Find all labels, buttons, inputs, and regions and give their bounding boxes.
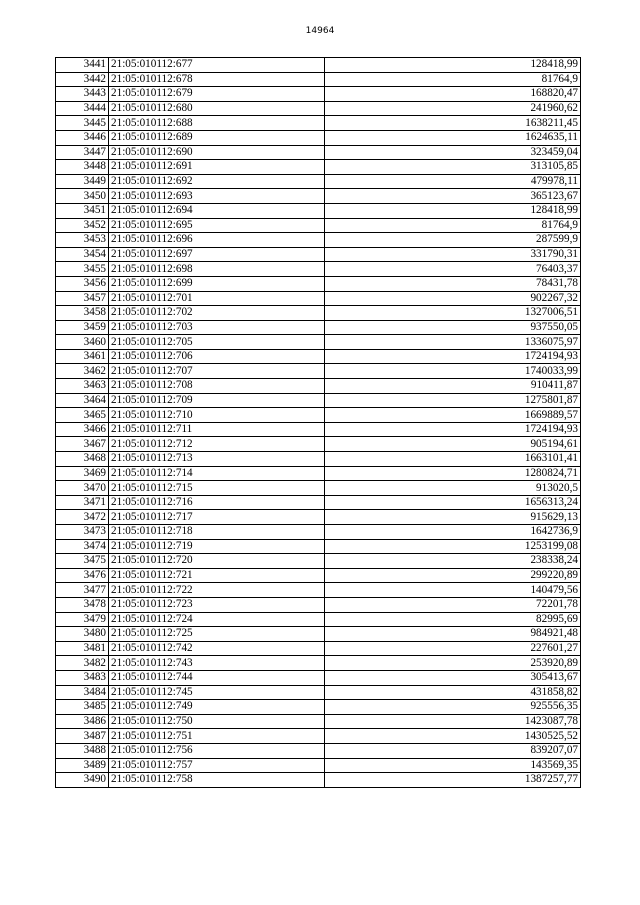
row-number: 3454	[56, 247, 109, 262]
cadastral-value: 1387257,77	[325, 773, 581, 788]
cadastral-number: 21:05:010112:678	[109, 72, 325, 87]
cadastral-value: 128418,99	[325, 58, 581, 73]
table-row	[56, 364, 581, 379]
row-number: 3482	[56, 656, 109, 671]
cadastral-value: 81764,9	[325, 72, 581, 87]
table-row	[56, 58, 581, 73]
table-row	[56, 218, 581, 233]
cadastral-number: 21:05:010112:693	[109, 189, 325, 204]
row-number: 3459	[56, 320, 109, 335]
row-number: 3465	[56, 408, 109, 423]
row-number: 3473	[56, 525, 109, 540]
cadastral-value: 323459,04	[325, 145, 581, 160]
table-row	[56, 700, 581, 715]
cadastral-value: 238338,24	[325, 554, 581, 569]
row-number: 3442	[56, 72, 109, 87]
cadastral-value: 913020,5	[325, 481, 581, 496]
cadastral-value: 1280824,71	[325, 466, 581, 481]
cadastral-value: 313105,85	[325, 160, 581, 175]
table-row	[56, 641, 581, 656]
cadastral-number: 21:05:010112:694	[109, 203, 325, 218]
cadastral-value: 1423087,78	[325, 714, 581, 729]
row-number: 3452	[56, 218, 109, 233]
cadastral-number: 21:05:010112:716	[109, 495, 325, 510]
row-number: 3443	[56, 87, 109, 102]
row-number: 3446	[56, 130, 109, 145]
table-row	[56, 87, 581, 102]
table-row	[56, 130, 581, 145]
table-row	[56, 306, 581, 321]
table-row	[56, 189, 581, 204]
row-number: 3489	[56, 758, 109, 773]
cadastral-value: 902267,32	[325, 291, 581, 306]
cadastral-number: 21:05:010112:718	[109, 525, 325, 540]
cadastral-value: 241960,62	[325, 101, 581, 116]
cadastral-number: 21:05:010112:713	[109, 452, 325, 467]
table-row	[56, 539, 581, 554]
cadastral-value: 1669889,57	[325, 408, 581, 423]
table-row	[56, 291, 581, 306]
cadastral-value: 253920,89	[325, 656, 581, 671]
row-number: 3464	[56, 393, 109, 408]
table-row	[56, 714, 581, 729]
cadastral-number: 21:05:010112:751	[109, 729, 325, 744]
cadastral-value: 1724194,93	[325, 349, 581, 364]
cadastral-value: 1624635,11	[325, 130, 581, 145]
row-number: 3484	[56, 685, 109, 700]
row-number: 3461	[56, 349, 109, 364]
cadastral-value: 1740033,99	[325, 364, 581, 379]
table-row	[56, 422, 581, 437]
table-row	[56, 233, 581, 248]
cadastral-number: 21:05:010112:706	[109, 349, 325, 364]
row-number: 3451	[56, 203, 109, 218]
table-row	[56, 627, 581, 642]
cadastral-number: 21:05:010112:757	[109, 758, 325, 773]
cadastral-number: 21:05:010112:724	[109, 612, 325, 627]
row-number: 3449	[56, 174, 109, 189]
table-row	[56, 729, 581, 744]
cadastral-number: 21:05:010112:695	[109, 218, 325, 233]
cadastral-number: 21:05:010112:745	[109, 685, 325, 700]
cadastral-value: 1430525,52	[325, 729, 581, 744]
cadastral-number: 21:05:010112:696	[109, 233, 325, 248]
table-row	[56, 685, 581, 700]
cadastral-value: 925556,35	[325, 700, 581, 715]
cadastral-number: 21:05:010112:702	[109, 306, 325, 321]
cadastral-number: 21:05:010112:742	[109, 641, 325, 656]
cadastral-value: 1724194,93	[325, 422, 581, 437]
row-number: 3479	[56, 612, 109, 627]
cadastral-value: 82995,69	[325, 612, 581, 627]
cadastral-value: 915629,13	[325, 510, 581, 525]
cadastral-value: 81764,9	[325, 218, 581, 233]
cadastral-value: 331790,31	[325, 247, 581, 262]
cadastral-value: 479978,11	[325, 174, 581, 189]
cadastral-value: 287599,9	[325, 233, 581, 248]
row-number: 3470	[56, 481, 109, 496]
cadastral-number: 21:05:010112:715	[109, 481, 325, 496]
table-row	[56, 145, 581, 160]
row-number: 3490	[56, 773, 109, 788]
cadastral-value: 1656313,24	[325, 495, 581, 510]
row-number: 3481	[56, 641, 109, 656]
cadastral-number: 21:05:010112:709	[109, 393, 325, 408]
table-row	[56, 72, 581, 87]
cadastral-number: 21:05:010112:677	[109, 58, 325, 73]
cadastral-number: 21:05:010112:717	[109, 510, 325, 525]
row-number: 3444	[56, 101, 109, 116]
cadastral-value: 76403,37	[325, 262, 581, 277]
cadastral-value: 168820,47	[325, 87, 581, 102]
cadastral-value: 140479,56	[325, 583, 581, 598]
cadastral-number: 21:05:010112:750	[109, 714, 325, 729]
cadastral-value: 143569,35	[325, 758, 581, 773]
table-row	[56, 452, 581, 467]
cadastral-number: 21:05:010112:712	[109, 437, 325, 452]
cadastral-number: 21:05:010112:705	[109, 335, 325, 350]
cadastral-value: 937550,05	[325, 320, 581, 335]
row-number: 3469	[56, 466, 109, 481]
table-row	[56, 320, 581, 335]
table-row	[56, 174, 581, 189]
row-number: 3488	[56, 743, 109, 758]
cadastral-value: 1638211,45	[325, 116, 581, 131]
cadastral-value: 1336075,97	[325, 335, 581, 350]
cadastral-number: 21:05:010112:708	[109, 379, 325, 394]
row-number: 3471	[56, 495, 109, 510]
table-row	[56, 656, 581, 671]
table-row	[56, 612, 581, 627]
row-number: 3450	[56, 189, 109, 204]
row-number: 3486	[56, 714, 109, 729]
table-row	[56, 203, 581, 218]
cadastral-value: 1253199,08	[325, 539, 581, 554]
cadastral-number: 21:05:010112:691	[109, 160, 325, 175]
cadastral-value: 227601,27	[325, 641, 581, 656]
table-row	[56, 597, 581, 612]
row-number: 3485	[56, 700, 109, 715]
cadastral-number: 21:05:010112:690	[109, 145, 325, 160]
table-row	[56, 160, 581, 175]
page-number: 14964	[305, 26, 335, 36]
cadastral-value: 1663101,41	[325, 452, 581, 467]
cadastral-number: 21:05:010112:714	[109, 466, 325, 481]
cadastral-number: 21:05:010112:701	[109, 291, 325, 306]
cadastral-number: 21:05:010112:699	[109, 276, 325, 291]
table-body	[56, 58, 581, 788]
table-row	[56, 670, 581, 685]
cadastral-number: 21:05:010112:692	[109, 174, 325, 189]
cadastral-value: 1327006,51	[325, 306, 581, 321]
table-row	[56, 773, 581, 788]
row-number: 3487	[56, 729, 109, 744]
cadastral-value: 78431,78	[325, 276, 581, 291]
table-row	[56, 437, 581, 452]
table-row	[56, 262, 581, 277]
table-row	[56, 495, 581, 510]
cadastral-number: 21:05:010112:722	[109, 583, 325, 598]
cadastral-number: 21:05:010112:680	[109, 101, 325, 116]
cadastral-number: 21:05:010112:758	[109, 773, 325, 788]
row-number: 3468	[56, 452, 109, 467]
row-number: 3462	[56, 364, 109, 379]
row-number: 3480	[56, 627, 109, 642]
cadastral-number: 21:05:010112:698	[109, 262, 325, 277]
row-number: 3477	[56, 583, 109, 598]
cadastral-value: 365123,67	[325, 189, 581, 204]
table-row	[56, 510, 581, 525]
cadastral-number: 21:05:010112:756	[109, 743, 325, 758]
row-number: 3472	[56, 510, 109, 525]
table-row	[56, 466, 581, 481]
table-row	[56, 393, 581, 408]
table-row	[56, 758, 581, 773]
table-row	[56, 743, 581, 758]
row-number: 3474	[56, 539, 109, 554]
cadastral-value: 839207,07	[325, 743, 581, 758]
table-row	[56, 101, 581, 116]
cadastral-number: 21:05:010112:688	[109, 116, 325, 131]
cadastral-value: 910411,87	[325, 379, 581, 394]
cadastral-value: 305413,67	[325, 670, 581, 685]
row-number: 3478	[56, 597, 109, 612]
row-number: 3463	[56, 379, 109, 394]
cadastral-number: 21:05:010112:697	[109, 247, 325, 262]
cadastral-number: 21:05:010112:707	[109, 364, 325, 379]
row-number: 3456	[56, 276, 109, 291]
row-number: 3467	[56, 437, 109, 452]
table-row	[56, 525, 581, 540]
cadastral-value: 984921,48	[325, 627, 581, 642]
table-row	[56, 568, 581, 583]
row-number: 3458	[56, 306, 109, 321]
cadastral-number: 21:05:010112:719	[109, 539, 325, 554]
table-row	[56, 116, 581, 131]
row-number: 3483	[56, 670, 109, 685]
row-number: 3445	[56, 116, 109, 131]
row-number: 3476	[56, 568, 109, 583]
table-row	[56, 349, 581, 364]
cadastral-number: 21:05:010112:703	[109, 320, 325, 335]
table-row	[56, 379, 581, 394]
row-number: 3447	[56, 145, 109, 160]
cadastral-value: 905194,61	[325, 437, 581, 452]
cadastral-number: 21:05:010112:679	[109, 87, 325, 102]
table-row	[56, 247, 581, 262]
row-number: 3441	[56, 58, 109, 73]
cadastral-number: 21:05:010112:723	[109, 597, 325, 612]
row-number: 3453	[56, 233, 109, 248]
row-number: 3457	[56, 291, 109, 306]
table-row	[56, 481, 581, 496]
cadastral-value: 128418,99	[325, 203, 581, 218]
cadastral-value: 299220,89	[325, 568, 581, 583]
row-number: 3466	[56, 422, 109, 437]
row-number: 3455	[56, 262, 109, 277]
table-row	[56, 583, 581, 598]
row-number: 3448	[56, 160, 109, 175]
table-row	[56, 554, 581, 569]
cadastral-value: 72201,78	[325, 597, 581, 612]
table-row	[56, 408, 581, 423]
row-number: 3460	[56, 335, 109, 350]
cadastral-number: 21:05:010112:710	[109, 408, 325, 423]
cadastral-value: 431858,82	[325, 685, 581, 700]
table-row	[56, 335, 581, 350]
cadastral-number: 21:05:010112:711	[109, 422, 325, 437]
table-row	[56, 276, 581, 291]
cadastral-value: 1275801,87	[325, 393, 581, 408]
cadastral-number: 21:05:010112:720	[109, 554, 325, 569]
cadastral-value-table	[55, 57, 581, 788]
cadastral-number: 21:05:010112:725	[109, 627, 325, 642]
cadastral-number: 21:05:010112:744	[109, 670, 325, 685]
row-number: 3475	[56, 554, 109, 569]
cadastral-number: 21:05:010112:689	[109, 130, 325, 145]
cadastral-number: 21:05:010112:749	[109, 700, 325, 715]
cadastral-number: 21:05:010112:743	[109, 656, 325, 671]
cadastral-number: 21:05:010112:721	[109, 568, 325, 583]
cadastral-value: 1642736,9	[325, 525, 581, 540]
